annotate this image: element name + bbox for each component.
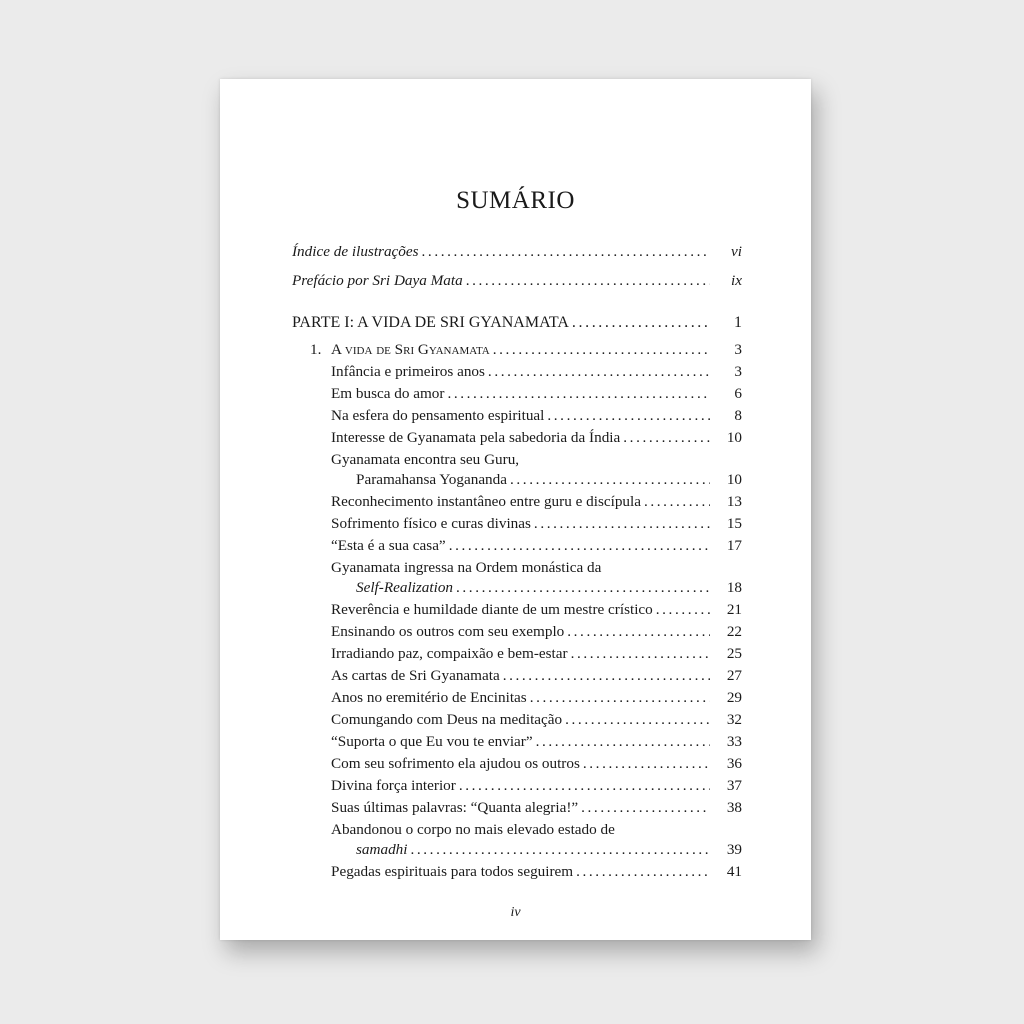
toc-entry-page: 37 xyxy=(726,777,742,794)
toc-entry-title: As cartas de Sri Gyanamata xyxy=(331,667,500,684)
toc-entry-title: Interesse de Gyanamata pela sabedoria da Índia xyxy=(331,429,621,446)
leader-dots xyxy=(644,492,710,512)
toc-chapter-heading xyxy=(331,340,742,360)
leader-dots xyxy=(410,840,710,860)
toc-entry xyxy=(331,622,742,642)
toc-entry-title-line2: Paramahansa Yogananda xyxy=(356,471,507,488)
toc-entry-page: vi xyxy=(731,243,742,260)
toc-entry-title: “Esta é a sua casa” xyxy=(331,537,446,554)
toc-entry-page: ix xyxy=(731,272,742,289)
toc-entry xyxy=(331,514,742,534)
leader-dots xyxy=(503,666,710,686)
leader-dots xyxy=(536,732,710,752)
toc-entry-page: 3 xyxy=(734,363,742,380)
leader-dots xyxy=(656,600,710,620)
toc-entry-title: Infância e primeiros anos xyxy=(331,363,485,380)
toc-entry xyxy=(356,578,742,598)
toc-entry-page: 27 xyxy=(726,667,742,684)
toc-entry-title-line1: Gyanamata ingressa na Ordem monástica da xyxy=(331,559,602,576)
leader-dots xyxy=(534,514,710,534)
toc-entry-page: 8 xyxy=(734,407,742,424)
leader-dots xyxy=(466,271,710,291)
book-page xyxy=(220,79,811,940)
toc-entry-page: 33 xyxy=(726,733,742,750)
leader-dots xyxy=(583,754,710,774)
leader-dots xyxy=(581,798,710,818)
toc-entry-page: 6 xyxy=(734,385,742,402)
toc-entry-title: A vida de Sri Gyanamata xyxy=(331,341,490,358)
leader-dots xyxy=(459,776,710,796)
toc-entry-page: 15 xyxy=(726,515,742,532)
toc-entry xyxy=(331,600,742,620)
toc-entry-title: Ensinando os outros com seu exemplo xyxy=(331,623,565,640)
leader-dots xyxy=(422,242,710,262)
leader-dots xyxy=(572,313,710,333)
toc-entry xyxy=(331,862,742,882)
leader-dots xyxy=(623,428,710,448)
toc-entry-title: Comungando com Deus na meditação xyxy=(331,711,563,728)
toc-entry xyxy=(331,732,742,752)
toc-entry-page: 39 xyxy=(726,841,742,858)
toc-entry-title: Com seu sofrimento ela ajudou os outros xyxy=(331,755,580,772)
toc-part-heading xyxy=(292,313,742,333)
toc-entry-page: 25 xyxy=(726,645,742,662)
toc-entry xyxy=(331,536,742,556)
leader-dots xyxy=(456,578,710,598)
leader-dots xyxy=(493,340,710,360)
toc-entry-page: 38 xyxy=(726,799,742,816)
toc-entry-title: Sofrimento físico e curas divinas xyxy=(331,515,531,532)
toc-entry-page: 32 xyxy=(726,711,742,728)
chapter-number: 1. xyxy=(310,341,322,358)
toc-entry-title: Reverência e humildade diante de um mestre crístico xyxy=(331,601,653,618)
toc-entry-title: Na esfera do pensamento espiritual xyxy=(331,407,545,424)
toc-entry xyxy=(331,428,742,448)
toc-entry-title: Reconhecimento instantâneo entre guru e discípula xyxy=(331,493,641,510)
toc-entry-title: Índice de ilustrações xyxy=(292,243,419,260)
toc-entry xyxy=(331,776,742,796)
leader-dots xyxy=(488,362,710,382)
leader-dots xyxy=(567,622,710,642)
leader-dots xyxy=(571,644,710,664)
toc-entry-title: Irradiando paz, compaixão e bem-estar xyxy=(331,645,568,662)
toc-entry-title: PARTE I: A VIDA DE SRI GYANAMATA xyxy=(292,314,569,331)
toc-entry-page: 10 xyxy=(726,429,742,446)
toc-entry xyxy=(331,666,742,686)
toc-entry-title: Em busca do amor xyxy=(331,385,445,402)
toc-entry-page: 10 xyxy=(726,471,742,488)
toc-entry-preface xyxy=(292,271,742,291)
toc-entry-page: 29 xyxy=(726,689,742,706)
toc-entry xyxy=(331,406,742,426)
toc-entry xyxy=(331,688,742,708)
toc-entry-page: 3 xyxy=(734,341,742,358)
page-title: SUMÁRIO xyxy=(456,187,575,214)
toc-entry xyxy=(331,644,742,664)
leader-dots xyxy=(547,406,710,426)
page-number: iv xyxy=(510,905,521,920)
leader-dots xyxy=(447,384,710,404)
toc-entry xyxy=(356,840,742,860)
toc-entry xyxy=(331,754,742,774)
toc-entry xyxy=(331,362,742,382)
toc-entry-page: 13 xyxy=(726,493,742,510)
toc-entry-title: “Suporta o que Eu vou te enviar” xyxy=(331,733,533,750)
leader-dots xyxy=(565,710,710,730)
toc-entry-title-line2: samadhi xyxy=(356,841,408,858)
toc-entry-title-line1: Abandonou o corpo no mais elevado estado de xyxy=(331,821,615,838)
toc-entry-title-line1: Gyanamata encontra seu Guru, xyxy=(331,451,520,468)
toc-entry-page: 18 xyxy=(726,579,742,596)
leader-dots xyxy=(449,536,710,556)
toc-entry-title: Divina força interior xyxy=(331,777,456,794)
leader-dots xyxy=(576,862,710,882)
toc-entry-page: 22 xyxy=(726,623,742,640)
toc-entry-page: 1 xyxy=(734,314,742,331)
toc-entry-page: 17 xyxy=(726,537,742,554)
toc-entry xyxy=(331,492,742,512)
toc-entry xyxy=(331,798,742,818)
leader-dots xyxy=(510,470,710,490)
toc-entry-title: Pegadas espirituais para todos seguirem xyxy=(331,863,574,880)
toc-entry-illustrations xyxy=(292,242,742,262)
toc-entry xyxy=(331,710,742,730)
toc-entry-title: Prefácio por Sri Daya Mata xyxy=(292,272,463,289)
leader-dots xyxy=(530,688,710,708)
toc-entry-page: 41 xyxy=(726,863,742,880)
toc-entry-title-line2: Self-Realization xyxy=(356,579,454,596)
toc-entry-page: 21 xyxy=(726,601,742,618)
toc-entry-page: 36 xyxy=(726,755,742,772)
toc-entry-title: Suas últimas palavras: “Quanta alegria!” xyxy=(331,799,579,816)
toc-entry xyxy=(331,384,742,404)
toc-entry xyxy=(356,470,742,490)
toc-entry-title: Anos no eremitério de Encinitas xyxy=(331,689,527,706)
